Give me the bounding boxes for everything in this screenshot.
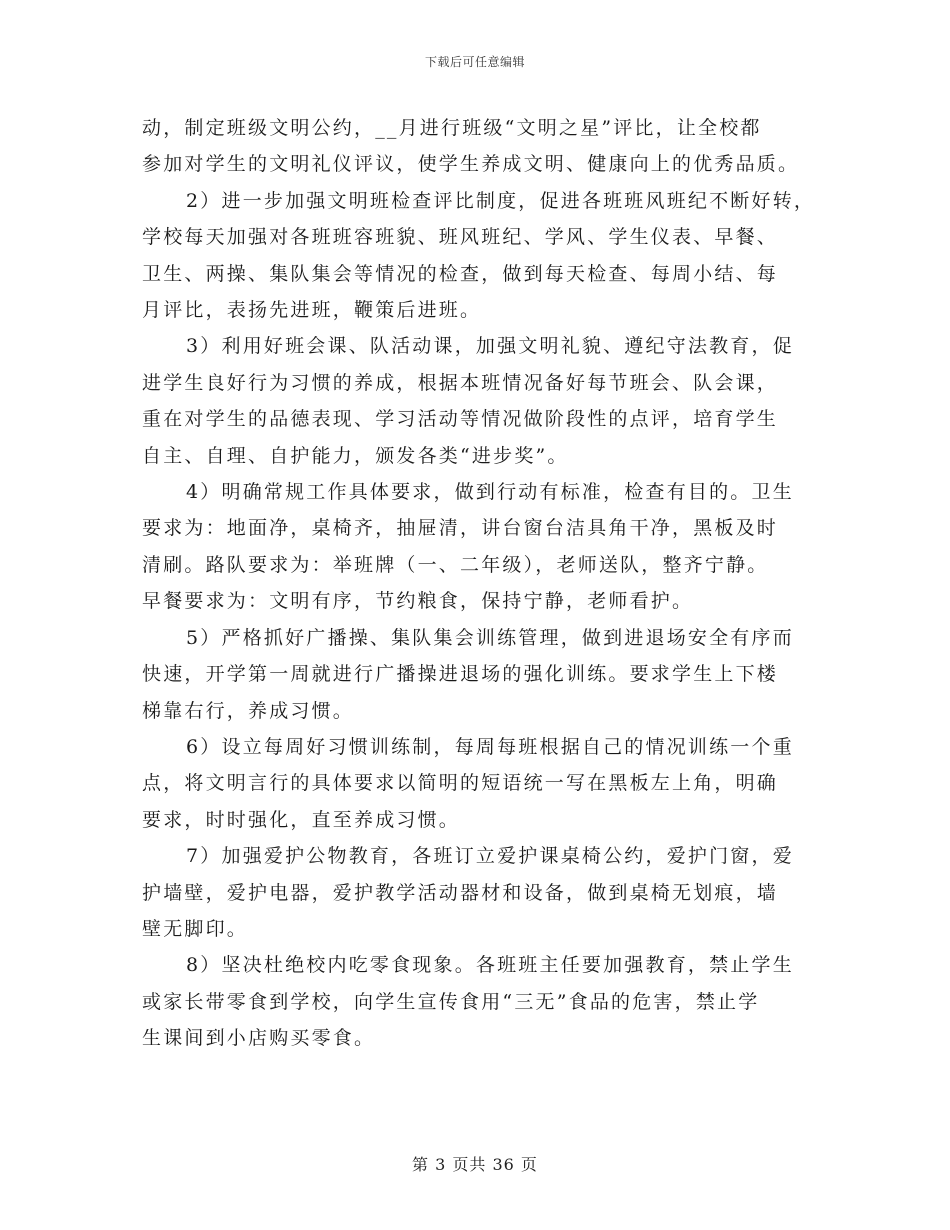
text-line: 要求，时时强化，直至养成习惯。	[142, 808, 461, 831]
text-line: 自主、自理、自护能力，颁发各类“进步奖”。	[142, 444, 569, 467]
text-line: 7）加强爱护公物教育，各班订立爱护课桌椅公约，爱护门窗，爱	[186, 845, 794, 868]
page-header: 下载后可任意编辑	[424, 55, 525, 69]
text-line: 8）坚决杜绝校内吃零食现象。各班班主任要加强教育，禁止学生	[186, 954, 794, 977]
text-line: 重在对学生的品德表现、学习活动等情况做阶段性的点评，培育学生	[142, 408, 779, 431]
text-line: 卫生、两操、集队集会等情况的检查，做到每天检查、每周小结、每	[142, 262, 779, 285]
paragraph-item-3	[142, 328, 818, 474]
text-line: 动，制定班级文明公约，__月进行班级“文明之星”评比，让全校都	[142, 117, 762, 139]
text-line: 4）明确常规工作具体要求，做到行动有标准，检查有目的。卫生	[186, 481, 794, 504]
text-line: 5）严格抓好广播操、集队集会训练管理，做到进退场安全有序而	[186, 626, 794, 649]
text-line: 壁无脚印。	[142, 917, 249, 940]
paragraph-item-7	[142, 838, 818, 947]
text-line: 快速，开学第一周就进行广播操进退场的强化训练。要求学生上下楼	[142, 663, 779, 686]
text-line: 月评比，表扬先进班，鞭策后进班。	[142, 299, 482, 322]
text-line: 梯靠右行，养成习惯。	[142, 699, 355, 722]
text-line: 点，将文明言行的具体要求以简明的短语统一写在黑板左上角，明确	[142, 772, 779, 795]
paragraph-item-2	[142, 183, 818, 329]
text-line: 参加对学生的文明礼仪评议，使学生养成文明、健康向上的优秀品质。	[142, 153, 800, 176]
text-line: 3）利用好班会课、队活动课，加强文明礼貌、遵纪守法教育，促	[186, 335, 794, 358]
document-body	[142, 110, 818, 1057]
paragraph-item-4	[142, 474, 818, 620]
page-footer: 第 3 页共 36 页	[412, 1155, 538, 1174]
text-line: 6）设立每周好习惯训练制，每周每班根据自己的情况训练一个重	[186, 735, 794, 758]
text-line: 护墙壁，爱护电器，爱护教学活动器材和设备，做到桌椅无划痕，墙	[142, 881, 779, 904]
text-line: 清刷。路队要求为：举班牌（一、二年级），老师送队，整齐宁静。	[142, 553, 769, 576]
paragraph-item-8	[142, 947, 818, 1056]
text-line: 或家长带零食到学校，向学生宣传食用“三无”食品的危害，禁止学	[142, 990, 760, 1013]
text-line: 要求为：地面净，桌椅齐，抽屉清，讲台窗台洁具角干净，黑板及时	[142, 517, 779, 540]
text-line: 学校每天加强对各班班容班貌、班风班纪、学风、学生仪表、早餐、	[142, 226, 779, 249]
text-line: 2）进一步加强文明班检查评比制度，促进各班班风班纪不断好转，	[186, 189, 816, 212]
paragraph-item-5	[142, 620, 818, 729]
paragraph-intro-continued	[142, 110, 818, 183]
text-line: 进学生良好行为习惯的养成，根据本班情况备好每节班会、队会课，	[142, 371, 779, 394]
paragraph-item-6	[142, 729, 818, 838]
text-line: 生课间到小店购买零食。	[142, 1027, 376, 1050]
text-line: 早餐要求为：文明有序，节约粮食，保持宁静，老师看护。	[142, 590, 694, 613]
